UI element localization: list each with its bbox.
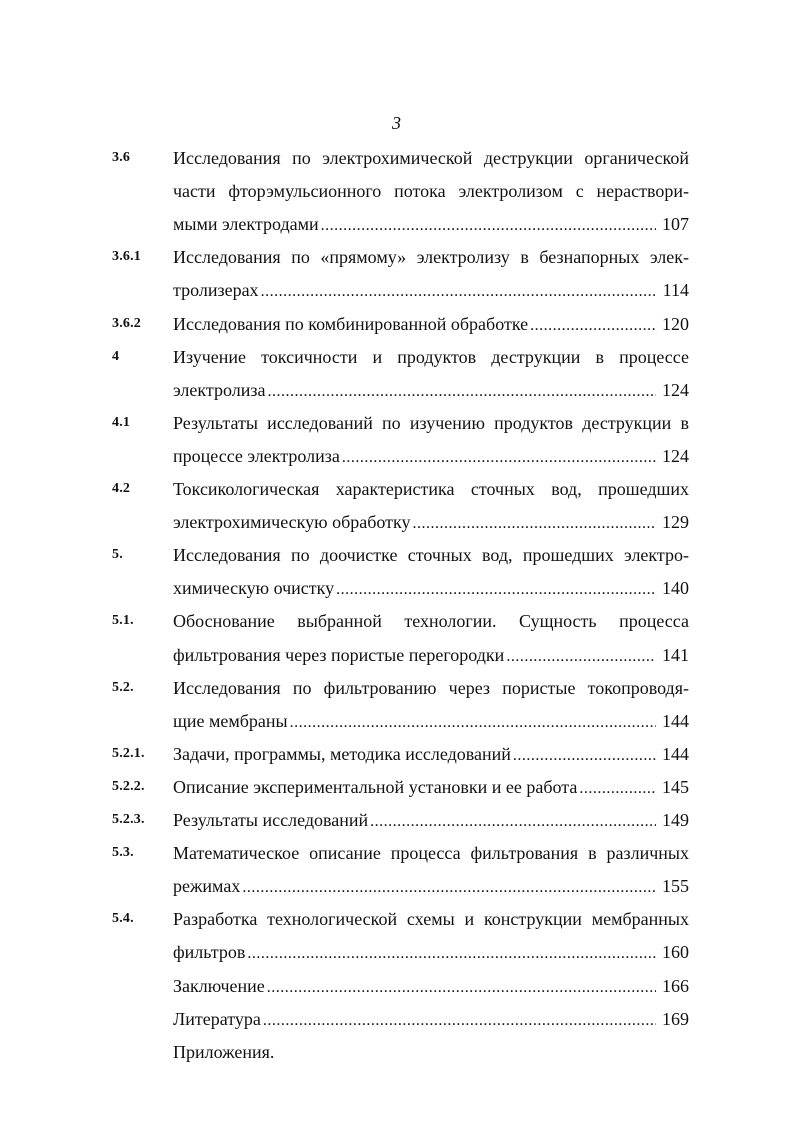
toc-entry-title-line: Изучение токсичности и продуктов деструкции в процессе <box>173 346 689 367</box>
toc-line <box>0 506 793 540</box>
toc-entry-title: химическую очистку <box>173 578 335 599</box>
toc-entry-title-end <box>173 874 689 900</box>
toc-entry-page: 129 <box>662 512 689 533</box>
toc-line <box>0 1036 793 1070</box>
toc-entry-title-line: Исследования по доочистке сточных вод, прошедших электро- <box>173 545 689 566</box>
toc-line <box>0 341 793 375</box>
dot-leader <box>413 512 656 536</box>
toc-entry-page: 114 <box>662 280 689 301</box>
dot-leader <box>242 876 656 900</box>
page-number: 3 <box>392 113 401 133</box>
toc-entry-title-end <box>173 940 689 966</box>
toc-line <box>0 738 793 772</box>
toc-entry-title-end <box>173 643 689 669</box>
toc-entry-page: 124 <box>662 379 689 400</box>
toc-entry-title-line: Разработка технологической схемы и конструкции мембранных <box>173 909 689 930</box>
toc-line <box>0 274 793 308</box>
dot-leader <box>247 942 656 966</box>
toc-entry-number: 5.4. <box>112 911 134 927</box>
toc-line <box>0 440 793 474</box>
toc-entry-number: 4 <box>112 348 120 364</box>
toc-line <box>0 1003 793 1037</box>
toc-entry-title: Результаты исследований <box>173 810 369 830</box>
toc-entry-title: тролизерах <box>173 280 259 301</box>
toc-entry-page: 141 <box>662 644 689 665</box>
toc-entry-number: 5.1. <box>112 613 134 629</box>
toc-entry-title-end <box>173 576 689 602</box>
toc-entry-title-end <box>173 212 689 238</box>
toc-entry-page: 107 <box>662 214 689 235</box>
toc-entry-title-end <box>173 510 689 536</box>
dot-leader <box>267 380 656 404</box>
toc-entry-title-line: Математическое описание процесса фильтрования в различных <box>173 843 689 864</box>
toc-line <box>0 605 793 639</box>
dot-leader <box>263 1009 656 1033</box>
toc-entry-number: 5.2.3. <box>112 812 145 827</box>
toc-entry-page: 140 <box>662 578 689 599</box>
toc-line <box>0 870 793 904</box>
toc-entry-title-end <box>173 775 689 801</box>
toc-line <box>0 705 793 739</box>
toc-entry-title: Задачи, программы, методика исследований <box>173 743 511 764</box>
toc-line <box>0 672 793 706</box>
toc-entry-title: фильтров <box>173 942 246 963</box>
toc-entry-title: электрохимическую обработку <box>173 512 411 533</box>
toc-entry-title-end <box>173 278 689 304</box>
toc-line <box>0 804 793 838</box>
toc-line <box>0 142 793 176</box>
toc-entry-title: процессе электролиза <box>173 445 340 466</box>
toc-entry-page: 149 <box>662 810 689 830</box>
toc-line <box>0 771 793 805</box>
toc-line <box>0 936 793 970</box>
toc-line <box>0 374 793 408</box>
toc-line <box>0 970 793 1004</box>
toc-entry-title-end <box>173 974 689 1000</box>
toc-entry-page: 160 <box>662 942 689 963</box>
toc-line <box>0 208 793 242</box>
dot-leader <box>336 578 656 602</box>
toc-entry-title-end <box>173 709 689 735</box>
dot-leader <box>267 976 656 1000</box>
toc-entry-title: щие мембраны <box>173 710 288 731</box>
toc-entry-page: 144 <box>662 710 689 731</box>
toc-entry-title-end <box>173 808 689 834</box>
toc-entry-title-line: Токсикологическая характеристика сточных вод, прошедших <box>173 479 689 499</box>
toc-entry-title-end <box>173 444 689 470</box>
toc-entry-title-end <box>173 1007 689 1033</box>
dot-leader <box>513 744 656 768</box>
toc-entry-title: электролиза <box>173 379 266 400</box>
dot-leader <box>370 810 656 834</box>
dot-leader <box>579 777 656 801</box>
toc-entry-title: Приложения. <box>173 1041 275 1062</box>
toc-entry-number: 4.1 <box>112 414 131 430</box>
dot-leader <box>290 711 656 735</box>
toc-entry-number: 5.2.1. <box>112 745 145 761</box>
toc-entry-title-line: части фторэмульсионного потока электролизом с нераствори- <box>173 181 689 202</box>
toc-entry-number: 5.3. <box>112 845 134 861</box>
toc-entry-page: 169 <box>662 1008 689 1029</box>
toc-entry-title-end <box>173 742 689 768</box>
toc-line <box>0 572 793 606</box>
toc-entry-number: 5.2.2. <box>112 778 145 794</box>
toc-line <box>0 241 793 275</box>
toc-line <box>0 539 793 573</box>
toc-entry-page: 124 <box>662 445 689 466</box>
toc-entry-title-line: Обоснование выбранной технологии. Сущность процесса <box>173 611 689 632</box>
toc-entry-title: Исследования по комбинированной обработке <box>173 313 529 334</box>
toc-entry-page: 166 <box>662 975 689 996</box>
toc-entry-page: 155 <box>662 876 689 897</box>
toc-entry-number: 4.2 <box>112 481 131 496</box>
toc-entry-title-line: Исследования по фильтрованию через пористые токопроводя- <box>173 677 689 698</box>
toc-entry-title: мыми электродами <box>173 214 319 235</box>
toc-entry-title-line: Исследования по «прямому» электролизу в безнапорных элек- <box>173 247 689 268</box>
toc-entry-title-end <box>173 1040 689 1064</box>
toc-entry-number: 3.6.1 <box>112 249 141 265</box>
toc-line <box>0 837 793 871</box>
toc-entry-number: 3.6 <box>112 150 131 165</box>
toc-entry-title-end <box>173 378 689 404</box>
toc-line <box>0 175 793 209</box>
toc-entry-title: режимах <box>173 876 241 897</box>
toc-entry-title: Заключение <box>173 975 265 996</box>
toc-line <box>0 473 793 507</box>
dot-leader <box>342 446 656 470</box>
toc-entry-title: Литература <box>173 1008 261 1029</box>
dot-leader <box>321 214 656 238</box>
dot-leader <box>506 645 656 669</box>
toc-entry-number: 5.2. <box>112 679 134 695</box>
toc-entry-title-line: Результаты исследований по изучению продуктов деструкции в <box>173 412 689 433</box>
toc-entry-title-line: Исследования по электрохимической деструкции органической <box>173 148 689 168</box>
toc-entry-number: 5. <box>112 547 123 563</box>
dot-leader <box>261 280 657 304</box>
toc-entry-title: Описание экспериментальной установки и ее работа <box>173 776 578 797</box>
toc-entry-number: 3.6.2 <box>112 315 141 331</box>
toc-line <box>0 407 793 441</box>
toc-entry-title: фильтрования через пористые перегородки <box>173 644 505 665</box>
toc-line <box>0 903 793 937</box>
dot-leader <box>530 314 656 338</box>
toc-line <box>0 308 793 342</box>
toc-entry-page: 145 <box>662 776 689 797</box>
toc-entry-title-end <box>173 312 689 338</box>
toc-entry-page: 120 <box>662 313 689 334</box>
toc-line <box>0 639 793 673</box>
toc-entry-page: 144 <box>662 743 689 764</box>
